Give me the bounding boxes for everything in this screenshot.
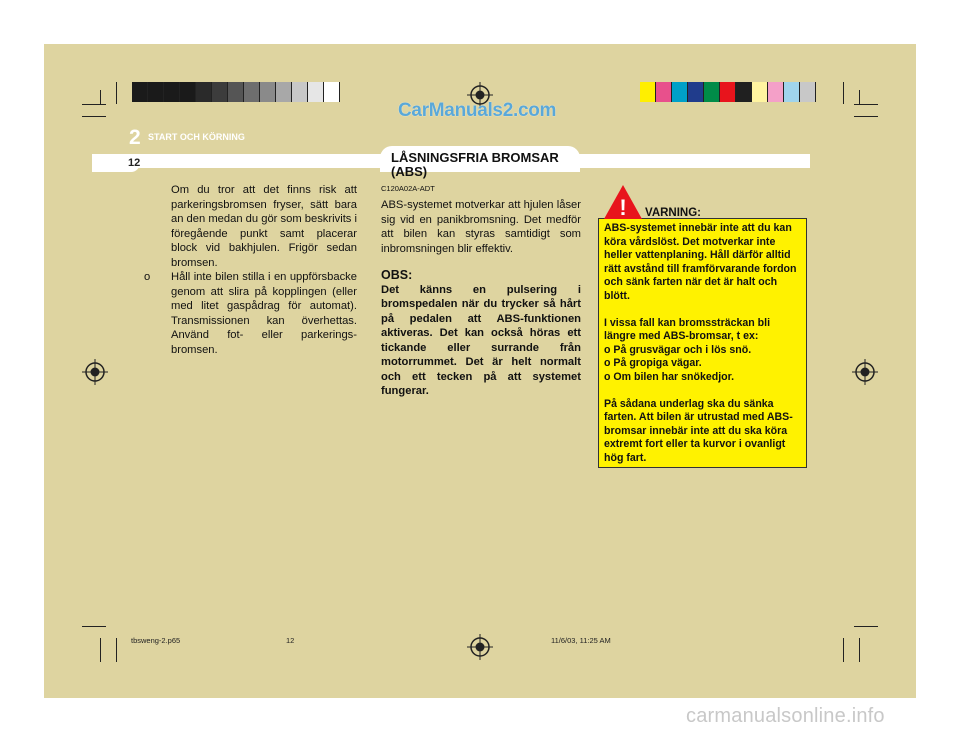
- calibration-swatch: [784, 82, 800, 102]
- warning-paragraph: ABS-systemet innebär inte att du kan köra vårdslöst. Det motverkar inte heller vattenplaning. Håll därför alltid rätt avstånd till framförvarande fordon och sänk farten när det är halt och blött.: [604, 222, 797, 302]
- registration-mark-icon: [852, 359, 878, 385]
- registration-mark-icon: [467, 634, 493, 660]
- footer-file: tbsweng-2.p65: [131, 636, 181, 645]
- calibration-swatch: [672, 82, 688, 102]
- warning-triangle-icon: [603, 184, 643, 220]
- reference-code: C120A02A-ADT: [381, 184, 435, 193]
- calibration-swatch: [688, 82, 704, 102]
- calibration-swatch: [164, 82, 180, 102]
- footer-page: 12: [286, 636, 295, 645]
- calibration-swatch: [640, 82, 656, 102]
- calibration-swatch: [196, 82, 212, 102]
- calibration-swatch: [244, 82, 260, 102]
- grayscale-calibration-bar: [132, 82, 340, 102]
- calibration-swatch: [132, 82, 148, 102]
- warning-paragraph: På sådana underlag ska du sänka farten. Att bilen är utrustad med ABS-bromsar innebär inte att du ska köra extremt fort eller ta kurvor i ovanligt hög fart.: [604, 397, 793, 464]
- calibration-swatch: [800, 82, 816, 102]
- calibration-swatch: [704, 82, 720, 102]
- calibration-swatch: [260, 82, 276, 102]
- obs-text: Det känns en pulsering i bromspedalen när du trycker så hårt på pedalen att ABS-funktionen aktiveras. Det kan också höras ett tickande eller surrande från motorrummet. Det är helt normalt och ett tecken på att systemet fungerar.: [381, 283, 581, 397]
- calibration-swatch: [752, 82, 768, 102]
- calibration-swatch: [212, 82, 228, 102]
- calibration-swatch: [276, 82, 292, 102]
- obs-title: OBS:: [381, 268, 413, 282]
- section-number: 2: [129, 126, 141, 149]
- abs-paragraph: ABS-systemet motverkar att hjulen låser sig vid en panikbromsning. Det medför att bilen kan styras samtidigt som inbromsningen blir effektiv.: [381, 199, 581, 255]
- left-column: [130, 183, 357, 357]
- left-paragraph: Om du tror att det finns risk att parkeringsbromsen fryser, sätt bara an den medan du gör som beskrivits i föregående punkt samt placerar block vid bakhjulen. Frigör sedan bromsen.: [171, 184, 357, 269]
- warning-paragraph: I vissa fall kan bromssträckan bli längre med ABS-bromsar, t ex:: [604, 316, 771, 343]
- list-item: o På grusvägar och i lös snö.: [604, 343, 752, 356]
- warning-body: [604, 222, 803, 466]
- list-item: o Om bilen har snökedjor.: [604, 370, 735, 383]
- calibration-swatch: [324, 82, 340, 102]
- calibration-swatch: [308, 82, 324, 102]
- calibration-swatch: [148, 82, 164, 102]
- calibration-swatch: [228, 82, 244, 102]
- middle-column: [381, 198, 581, 399]
- page-number: 12: [128, 157, 141, 169]
- calibration-swatch: [180, 82, 196, 102]
- color-calibration-bar: [640, 82, 816, 102]
- calibration-swatch: [736, 82, 752, 102]
- list-item: o På gropiga vägar.: [604, 357, 702, 370]
- list-item: [130, 270, 357, 357]
- registration-mark-icon: [82, 359, 108, 385]
- watermark[interactable]: carmanualsonline.info: [686, 705, 885, 727]
- calibration-swatch: [292, 82, 308, 102]
- section-title: START OCH KÖRNING: [148, 132, 245, 142]
- site-logo[interactable]: CarManuals2.com: [398, 100, 557, 121]
- bullet-text: Håll inte bilen stilla i en uppförsbacke genom att slira på kopplingen (eller med litet gaspådrag för automat). Transmissionen kan överhettas. Använd fot- eller parkerings-bromsen.: [171, 271, 357, 356]
- section-heading: LÅSNINGSFRIA BROMSAR (ABS): [391, 150, 559, 179]
- warning-title: VARNING:: [645, 207, 702, 219]
- calibration-swatch: [768, 82, 784, 102]
- footer-date: 11/6/03, 11:25 AM: [551, 636, 611, 645]
- calibration-swatch: [656, 82, 672, 102]
- bullet-marker: o: [144, 271, 151, 283]
- warning-symbol: !: [619, 195, 627, 220]
- calibration-swatch: [720, 82, 736, 102]
